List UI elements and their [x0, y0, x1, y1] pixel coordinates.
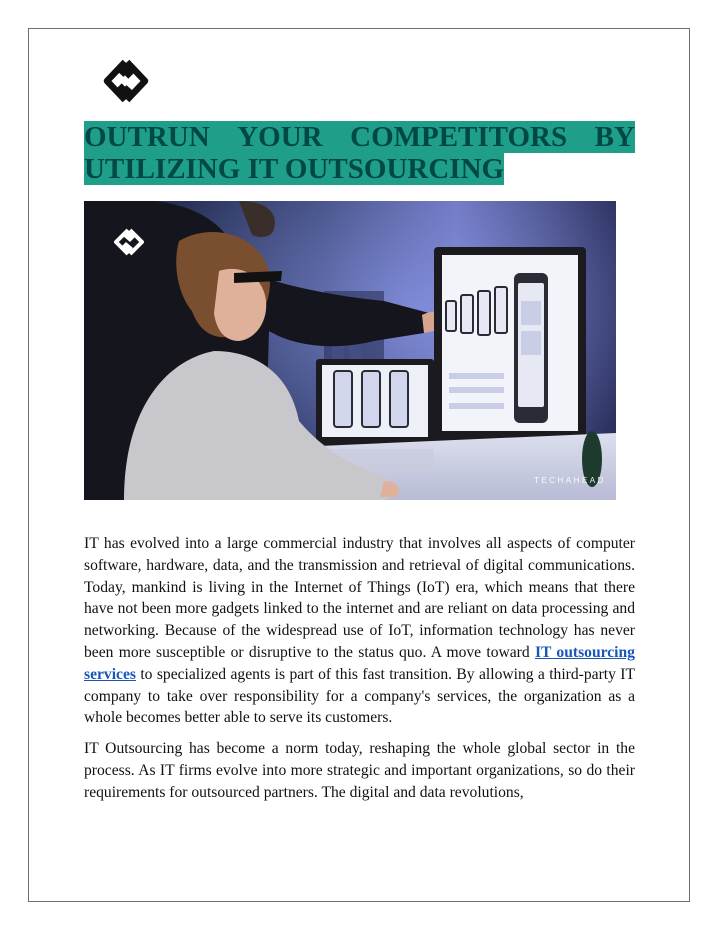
paragraph [84, 533, 635, 729]
document-page [28, 28, 690, 902]
hero-watermark: TECHAHEAD [534, 476, 606, 485]
title-word: COMPETITORS [350, 121, 568, 153]
paragraph-text: IT has evolved into a large commercial industry that involves all aspects of computer software, hardware, data, and the transmission and retrieval of digital communications. Today, mankind is living in the Internet of Things (IoT) era, which means that there have not been more gadgets linked to the internet and are reliant on data processing and networking. Because of the widespread use of IoT, information technology has never been more susceptible or disruptive to the status quo. A move toward [84, 535, 635, 661]
brand-logo-icon [97, 58, 153, 104]
paragraph-text: to specialized agents is part of this fast transition. By allowing a third-party IT company to take over responsibility for a company's services, the organization as a whole becomes better able to serve its customers. [84, 665, 635, 727]
it-outsourcing-link[interactable]: IT outsourcing services [84, 643, 635, 683]
article-body [84, 533, 635, 813]
title-line-2: UTILIZING IT OUTSOURCING [84, 153, 505, 185]
paragraph: IT Outsourcing has become a norm today, reshaping the whole global sector in the process. As IT firms evolve into more strategic and important organizations, so do their requirements for outsourced partners. The digital and data revolutions, [84, 740, 635, 801]
title-word: OUTRUN [84, 121, 210, 153]
page-title [84, 121, 635, 185]
hero-image [84, 201, 616, 500]
title-line-1 [84, 121, 635, 153]
title-word: BY [594, 121, 635, 153]
title-word: YOUR [237, 121, 323, 153]
